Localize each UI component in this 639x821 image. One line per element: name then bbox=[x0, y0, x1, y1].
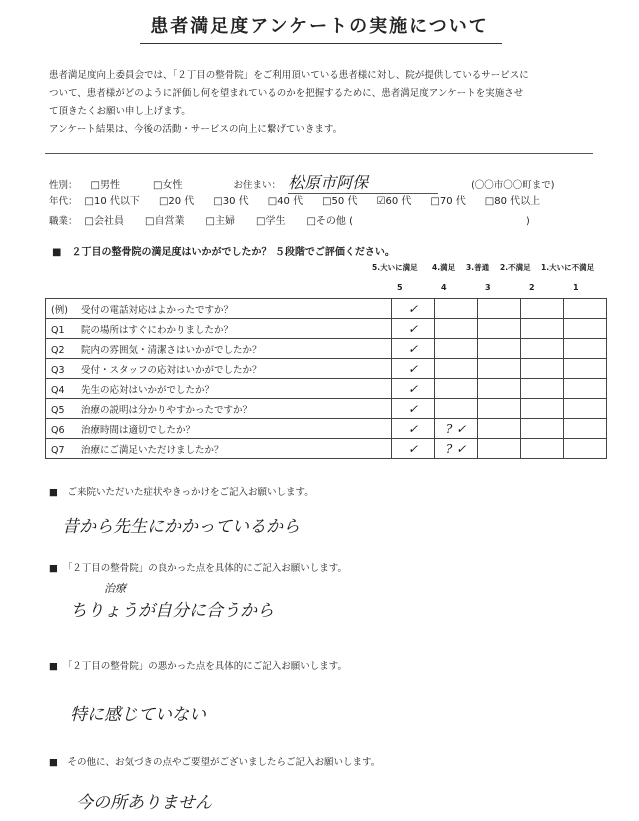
question-text: 治療時間は適切でしたか？ bbox=[81, 424, 196, 436]
rating-cell[interactable] bbox=[521, 299, 564, 319]
survey-question bbox=[46, 379, 392, 399]
job-checkbox-employee[interactable]: □会社員 bbox=[84, 216, 124, 227]
question-text: 院の場所はすぐにわかりましたか？ bbox=[81, 324, 234, 336]
rating-cell[interactable] bbox=[521, 359, 564, 379]
job-checkbox-other[interactable]: □その他 ( bbox=[306, 216, 354, 227]
survey-question bbox=[46, 439, 392, 459]
scale-label: 1.大いに不満足 bbox=[541, 263, 595, 272]
rating-cell[interactable]: ✓ bbox=[392, 379, 435, 399]
survey-question bbox=[46, 359, 392, 379]
rating-cell[interactable] bbox=[564, 439, 607, 459]
intro-line: 患者満足度向上委員会では、「２丁目の整骨院」をご利用頂いている患者様に対し、院が提供しているサービスに bbox=[49, 70, 529, 81]
question-text: 治療にご満足いただけましたか？ bbox=[81, 444, 224, 456]
survey-row bbox=[46, 439, 607, 459]
job-label: 職業： bbox=[49, 216, 78, 227]
answer-other-requests[interactable]: 今の所ありません bbox=[76, 793, 212, 813]
job-checkbox-student[interactable]: □学生 bbox=[256, 216, 286, 227]
survey-question bbox=[46, 419, 392, 439]
answer-good-points-note: 治療 bbox=[104, 582, 126, 595]
question-id: (例) bbox=[51, 304, 68, 316]
age-checkbox-10s[interactable]: □10 代以下 bbox=[84, 196, 140, 207]
gender-label: 性別： bbox=[49, 180, 78, 191]
survey-row bbox=[46, 399, 607, 419]
rating-cell[interactable] bbox=[478, 439, 521, 459]
divider bbox=[45, 153, 593, 154]
age-checkbox-60s[interactable]: ☑60 代 bbox=[376, 196, 412, 207]
scale-number: 1 bbox=[573, 283, 579, 292]
gender-address-row bbox=[49, 170, 555, 194]
question-text: 治療の説明は分かりやすかったですか？ bbox=[81, 404, 253, 416]
rating-cell[interactable]: ? ✓ bbox=[435, 419, 478, 439]
rating-cell[interactable]: ✓ bbox=[392, 339, 435, 359]
rating-cell[interactable] bbox=[435, 299, 478, 319]
rating-cell[interactable]: ✓ bbox=[392, 299, 435, 319]
age-checkbox-70s[interactable]: □70 代 bbox=[430, 196, 466, 207]
age-checkbox-20s[interactable]: □20 代 bbox=[158, 196, 195, 207]
answer-bad-points[interactable]: 特に感じていない bbox=[70, 705, 206, 725]
section-heading-other-requests: ■ その他に、お気づきの点やご要望がございましたらご記入お願いします。 bbox=[49, 757, 381, 768]
age-checkbox-30s[interactable]: □30 代 bbox=[213, 196, 249, 207]
rating-cell[interactable] bbox=[478, 359, 521, 379]
question-id: Q4 bbox=[51, 384, 65, 396]
scale-label: 2.不満足 bbox=[500, 263, 531, 272]
address-label: お住まい： bbox=[233, 180, 282, 191]
question-text: 受付・スタッフの応対はいかがでしたか？ bbox=[81, 364, 262, 376]
scale-number: 4 bbox=[441, 283, 447, 292]
title-underline bbox=[140, 43, 502, 44]
survey-row bbox=[46, 419, 607, 439]
rating-cell[interactable] bbox=[478, 299, 521, 319]
scale-label: 4.満足 bbox=[432, 263, 456, 272]
age-row bbox=[49, 192, 540, 207]
scale-number: 2 bbox=[529, 283, 535, 292]
survey-row bbox=[46, 319, 607, 339]
question-id: Q2 bbox=[51, 344, 65, 356]
job-checkbox-housewife[interactable]: □主婦 bbox=[205, 216, 235, 227]
section-heading-bad-points: ■ 「２丁目の整骨院」の悪かった点を具体的にご記入お願いします。 bbox=[49, 661, 347, 672]
rating-cell[interactable] bbox=[521, 439, 564, 459]
rating-cell[interactable] bbox=[478, 319, 521, 339]
survey-question bbox=[46, 319, 392, 339]
survey-question bbox=[46, 399, 392, 419]
intro-line: て頂きたくお願い申し上げます。 bbox=[49, 106, 191, 117]
answer-good-points[interactable]: ちりょうが自分に合うから bbox=[70, 601, 274, 621]
rating-cell[interactable] bbox=[564, 359, 607, 379]
survey-row bbox=[46, 379, 607, 399]
intro-line: アンケート結果は、今後の活動・サービスの向上に繋げていきます。 bbox=[49, 124, 343, 135]
rating-cell[interactable] bbox=[521, 379, 564, 399]
question-id: Q3 bbox=[51, 364, 65, 376]
rating-cell[interactable]: ✓ bbox=[392, 419, 435, 439]
job-checkbox-self-employed[interactable]: □自営業 bbox=[145, 216, 185, 227]
scale-number: 3 bbox=[485, 283, 491, 292]
rating-cell[interactable] bbox=[478, 399, 521, 419]
rating-cell[interactable] bbox=[435, 359, 478, 379]
survey-question bbox=[46, 299, 392, 319]
page-title: 患者満足度アンケートの実施について bbox=[150, 16, 489, 37]
rating-cell[interactable] bbox=[564, 299, 607, 319]
question-id: Q6 bbox=[51, 424, 65, 436]
rating-cell[interactable]: ✓ bbox=[392, 319, 435, 339]
question-text: 院内の雰囲気・清潔さはいかがでしたか？ bbox=[81, 344, 262, 356]
rating-cell[interactable] bbox=[564, 379, 607, 399]
question-id: Q7 bbox=[51, 444, 65, 456]
scale-number: 5 bbox=[397, 283, 403, 292]
scale-label: 5.大いに満足 bbox=[372, 263, 418, 272]
gender-male-checkbox[interactable]: □男性 bbox=[90, 180, 120, 191]
survey-row bbox=[46, 299, 607, 319]
rating-cell[interactable] bbox=[564, 419, 607, 439]
question-id: Q5 bbox=[51, 404, 65, 416]
age-label: 年代： bbox=[49, 196, 78, 207]
rating-cell[interactable]: ? ✓ bbox=[435, 439, 478, 459]
age-checkbox-50s[interactable]: □50 代 bbox=[322, 196, 358, 207]
rating-cell[interactable] bbox=[521, 339, 564, 359]
age-checkbox-40s[interactable]: □40 代 bbox=[267, 196, 304, 207]
gender-female-checkbox[interactable]: □女性 bbox=[153, 180, 183, 191]
rating-cell[interactable] bbox=[564, 319, 607, 339]
age-checkbox-80s[interactable]: □80 代以上 bbox=[484, 196, 541, 207]
job-row bbox=[49, 212, 530, 227]
section-heading-reason: ■ ご来院いただいた症状やきっかけをご記入お願いします。 bbox=[49, 487, 314, 498]
question-text: 受付の電話対応はよかったですか？ bbox=[81, 304, 234, 316]
rating-cell[interactable] bbox=[521, 319, 564, 339]
rating-cell[interactable]: ✓ bbox=[392, 359, 435, 379]
rating-cell[interactable] bbox=[564, 399, 607, 419]
address-hint: (〇〇市〇〇町まで) bbox=[471, 180, 555, 191]
rating-cell[interactable] bbox=[435, 319, 478, 339]
section-heading-good-points: ■ 「２丁目の整骨院」の良かった点を具体的にご記入お願いします。 bbox=[49, 563, 347, 574]
rating-cell[interactable] bbox=[435, 399, 478, 419]
question-text: 先生の応対はいかがでしたか？ bbox=[81, 384, 215, 396]
rating-cell[interactable] bbox=[521, 399, 564, 419]
rating-cell[interactable] bbox=[435, 379, 478, 399]
rating-cell[interactable] bbox=[478, 339, 521, 359]
job-other-close: ) bbox=[526, 216, 530, 227]
rating-cell[interactable] bbox=[478, 379, 521, 399]
survey-row bbox=[46, 339, 607, 359]
rating-cell[interactable] bbox=[478, 419, 521, 439]
survey-heading: ■ ２丁目の整骨院の満足度はいかがでしたか？ ５段階でご評価ください。 bbox=[52, 247, 395, 258]
intro-line: ついて、患者様がどのように評価し何を望まれているのかを把握するために、患者満足度アンケートを実施させ bbox=[49, 88, 524, 99]
rating-cell[interactable]: ✓ bbox=[392, 399, 435, 419]
rating-cell[interactable]: ✓ bbox=[392, 439, 435, 459]
rating-cell[interactable] bbox=[435, 339, 478, 359]
survey-row bbox=[46, 359, 607, 379]
intro-text bbox=[49, 67, 609, 139]
survey-table bbox=[45, 298, 607, 459]
rating-cell[interactable] bbox=[564, 339, 607, 359]
survey-question bbox=[46, 339, 392, 359]
scale-label: 3.普通 bbox=[466, 263, 490, 272]
answer-reason[interactable]: 昔から先生にかかっているから bbox=[62, 517, 300, 537]
rating-cell[interactable] bbox=[521, 419, 564, 439]
question-id: Q1 bbox=[51, 324, 65, 336]
address-value[interactable]: 松原市阿保 bbox=[288, 170, 438, 194]
